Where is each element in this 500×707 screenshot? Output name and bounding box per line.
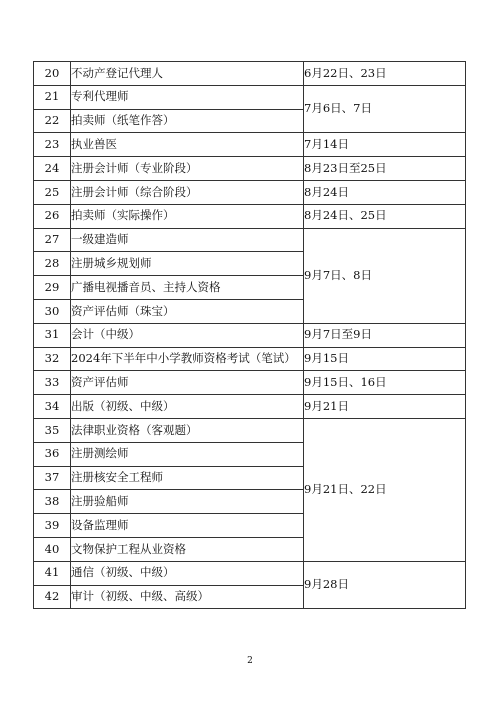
exam-name-cell: 法律职业资格（客观题） bbox=[71, 418, 304, 442]
exam-date-cell: 8月24日 bbox=[304, 180, 466, 204]
exam-name-cell: 注册会计师（综合阶段） bbox=[71, 180, 304, 204]
exam-name-cell: 审计（初级、中级、高级） bbox=[71, 585, 304, 609]
exam-date-cell: 7月14日 bbox=[304, 133, 466, 157]
exam-name-cell: 拍卖师（纸笔作答） bbox=[71, 109, 304, 133]
table-row bbox=[34, 347, 466, 371]
exam-name-cell: 注册测绘师 bbox=[71, 442, 304, 466]
row-number-cell: 31 bbox=[34, 323, 71, 347]
exam-schedule-table bbox=[33, 61, 466, 609]
exam-date-cell: 9月21日、22日 bbox=[304, 418, 466, 561]
table-row bbox=[34, 395, 466, 419]
row-number-cell: 26 bbox=[34, 204, 71, 228]
row-number-cell: 42 bbox=[34, 585, 71, 609]
exam-name-cell: 专利代理师 bbox=[71, 85, 304, 109]
row-number-cell: 32 bbox=[34, 347, 71, 371]
row-number-cell: 39 bbox=[34, 514, 71, 538]
table-row bbox=[34, 85, 466, 109]
exam-name-cell: 执业兽医 bbox=[71, 133, 304, 157]
exam-name-cell: 拍卖师（实际操作） bbox=[71, 204, 304, 228]
exam-name-cell: 资产评估师 bbox=[71, 371, 304, 395]
exam-date-cell: 9月28日 bbox=[304, 561, 466, 609]
table-row bbox=[34, 180, 466, 204]
exam-name-cell: 注册核安全工程师 bbox=[71, 466, 304, 490]
exam-name-cell: 一级建造师 bbox=[71, 228, 304, 252]
table-row bbox=[34, 323, 466, 347]
row-number-cell: 41 bbox=[34, 561, 71, 585]
row-number-cell: 25 bbox=[34, 180, 71, 204]
row-number-cell: 38 bbox=[34, 490, 71, 514]
row-number-cell: 40 bbox=[34, 537, 71, 561]
page-number: 2 bbox=[247, 656, 253, 666]
exam-name-cell: 2024年下半年中小学教师资格考试（笔试） bbox=[71, 347, 304, 371]
exam-date-cell: 9月15日、16日 bbox=[304, 371, 466, 395]
exam-name-cell: 不动产登记代理人 bbox=[71, 62, 304, 86]
row-number-cell: 21 bbox=[34, 85, 71, 109]
row-number-cell: 37 bbox=[34, 466, 71, 490]
row-number-cell: 33 bbox=[34, 371, 71, 395]
row-number-cell: 27 bbox=[34, 228, 71, 252]
exam-name-cell: 文物保护工程从业资格 bbox=[71, 537, 304, 561]
exam-schedule-table-body bbox=[34, 62, 466, 609]
exam-date-cell: 9月7日、8日 bbox=[304, 228, 466, 323]
exam-name-cell: 通信（初级、中级） bbox=[71, 561, 304, 585]
row-number-cell: 20 bbox=[34, 62, 71, 86]
exam-date-cell: 9月21日 bbox=[304, 395, 466, 419]
row-number-cell: 34 bbox=[34, 395, 71, 419]
table-row bbox=[34, 418, 466, 442]
exam-date-cell: 8月24日、25日 bbox=[304, 204, 466, 228]
table-row bbox=[34, 204, 466, 228]
exam-name-cell: 出版（初级、中级） bbox=[71, 395, 304, 419]
table-row bbox=[34, 228, 466, 252]
exam-date-cell: 6月22日、23日 bbox=[304, 62, 466, 86]
row-number-cell: 24 bbox=[34, 157, 71, 181]
row-number-cell: 29 bbox=[34, 276, 71, 300]
row-number-cell: 23 bbox=[34, 133, 71, 157]
exam-name-cell: 注册验船师 bbox=[71, 490, 304, 514]
table-row bbox=[34, 371, 466, 395]
table-row bbox=[34, 62, 466, 86]
exam-date-cell: 7月6日、7日 bbox=[304, 85, 466, 133]
exam-name-cell: 注册会计师（专业阶段） bbox=[71, 157, 304, 181]
exam-name-cell: 资产评估师（珠宝） bbox=[71, 299, 304, 323]
exam-name-cell: 会计（中级） bbox=[71, 323, 304, 347]
table-row bbox=[34, 561, 466, 585]
table-row bbox=[34, 157, 466, 181]
row-number-cell: 28 bbox=[34, 252, 71, 276]
exam-name-cell: 注册城乡规划师 bbox=[71, 252, 304, 276]
exam-date-cell: 9月7日至9日 bbox=[304, 323, 466, 347]
row-number-cell: 35 bbox=[34, 418, 71, 442]
table-row bbox=[34, 133, 466, 157]
row-number-cell: 22 bbox=[34, 109, 71, 133]
exam-name-cell: 广播电视播音员、主持人资格 bbox=[71, 276, 304, 300]
exam-date-cell: 9月15日 bbox=[304, 347, 466, 371]
exam-date-cell: 8月23日至25日 bbox=[304, 157, 466, 181]
exam-name-cell: 设备监理师 bbox=[71, 514, 304, 538]
row-number-cell: 36 bbox=[34, 442, 71, 466]
row-number-cell: 30 bbox=[34, 299, 71, 323]
